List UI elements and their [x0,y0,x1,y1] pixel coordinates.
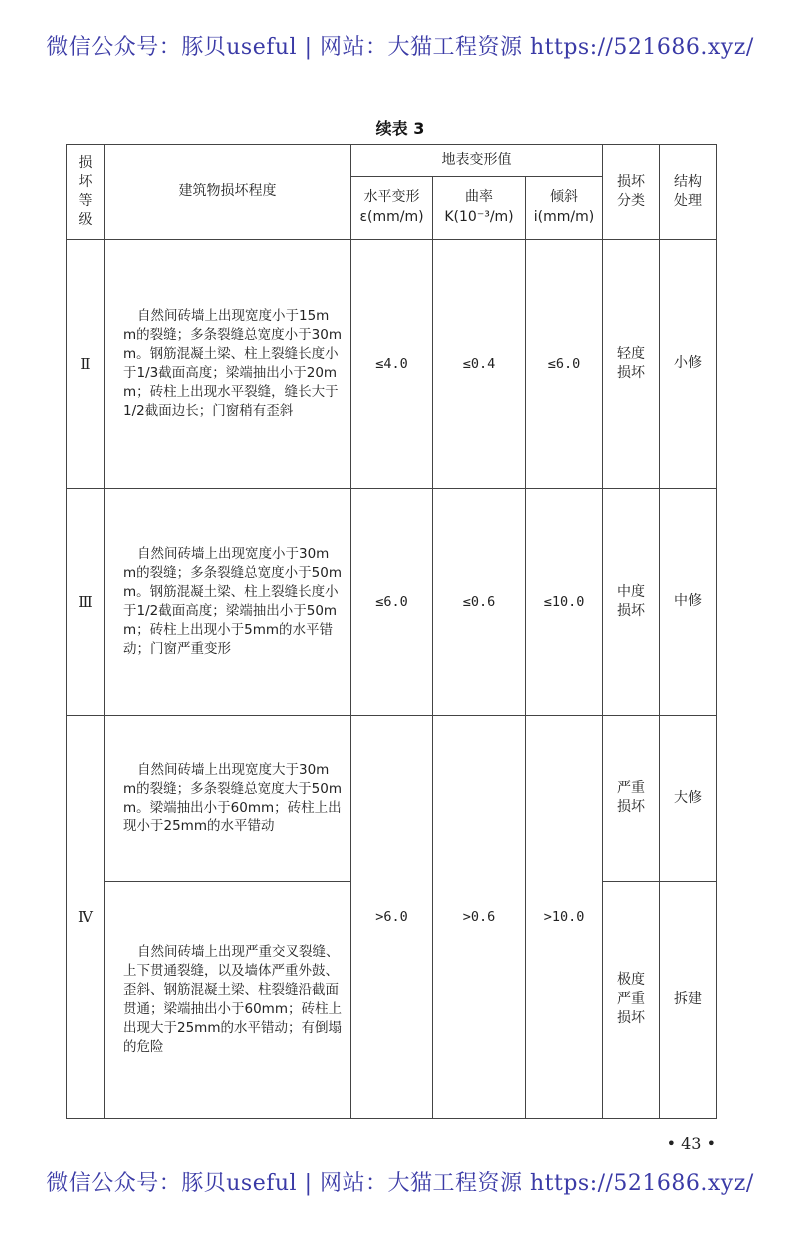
damage-table [66,144,717,1119]
watermark-bottom: 微信公众号：豚贝useful | 网站：大猫工程资源 https://521686.xyz/ [46,1171,754,1196]
page-number: • 43 • [666,1134,716,1153]
row-treatment: 中修 [660,489,717,716]
row-description: 自然间砖墙上出现宽度小于30mm的裂缝；多条裂缝总宽度小于50mm。钢筋混凝土梁、柱上裂缝长度小于1/2截面高度；梁端抽出小于50mm；砖柱上出现小于5mm的水平错动；门窗严重变形 [105,489,351,716]
table-row [67,716,717,882]
row-treatment: 拆建 [660,882,717,1119]
header-surface: 地表变形值 [351,145,603,177]
row-horizontal: >6.0 [351,716,433,1119]
row-treatment: 小修 [660,240,717,489]
row-class: 极度严重损坏 [603,882,660,1119]
row-curvature: >0.6 [433,716,526,1119]
header-treatment: 结构处理 [660,145,717,240]
header-class: 损坏分类 [603,145,660,240]
header-horizontal: 水平变形 ε(mm/m) [351,177,433,240]
row-class: 中度损坏 [603,489,660,716]
row-curvature: ≤0.6 [433,489,526,716]
row-tilt: ≤10.0 [526,489,603,716]
row-description: 自然间砖墙上出现宽度小于15mm的裂缝；多条裂缝总宽度小于30mm。钢筋混凝土梁、柱上裂缝长度小于1/3截面高度；梁端抽出小于20mm；砖柱上出现水平裂缝，缝长大于1/2截面边长；门窗稍有歪斜 [105,240,351,489]
row-tilt: ≤6.0 [526,240,603,489]
row-description: 自然间砖墙上出现宽度大于30mm的裂缝；多条裂缝总宽度大于50mm。梁端抽出小于60mm；砖柱上出现小于25mm的水平错动 [105,716,351,882]
table-caption: 续表 3 [375,119,425,138]
row-class: 轻度损坏 [603,240,660,489]
header-tilt: 倾斜 i(mm/m) [526,177,603,240]
row-class: 严重损坏 [603,716,660,882]
row-description: 自然间砖墙上出现严重交叉裂缝、上下贯通裂缝，以及墙体严重外鼓、歪斜、钢筋混凝土梁、柱裂缝沿截面贯通；梁端抽出小于60mm；砖柱上出现大于25mm的水平错动；有倒塌的危险 [105,882,351,1119]
row-tilt: >10.0 [526,716,603,1119]
row-grade: Ⅲ [67,489,105,716]
row-treatment: 大修 [660,716,717,882]
header-curvature: 曲率 K(10⁻³/m) [433,177,526,240]
header-damage: 建筑物损坏程度 [105,145,351,240]
row-grade: Ⅳ [67,716,105,1119]
row-horizontal: ≤4.0 [351,240,433,489]
table-row [67,489,717,716]
header-grade: 损坏等级 [67,145,105,240]
watermark-top: 微信公众号：豚贝useful | 网站：大猫工程资源 https://521686.xyz/ [46,35,754,60]
table-row [67,240,717,489]
row-horizontal: ≤6.0 [351,489,433,716]
row-curvature: ≤0.4 [433,240,526,489]
row-grade: Ⅱ [67,240,105,489]
